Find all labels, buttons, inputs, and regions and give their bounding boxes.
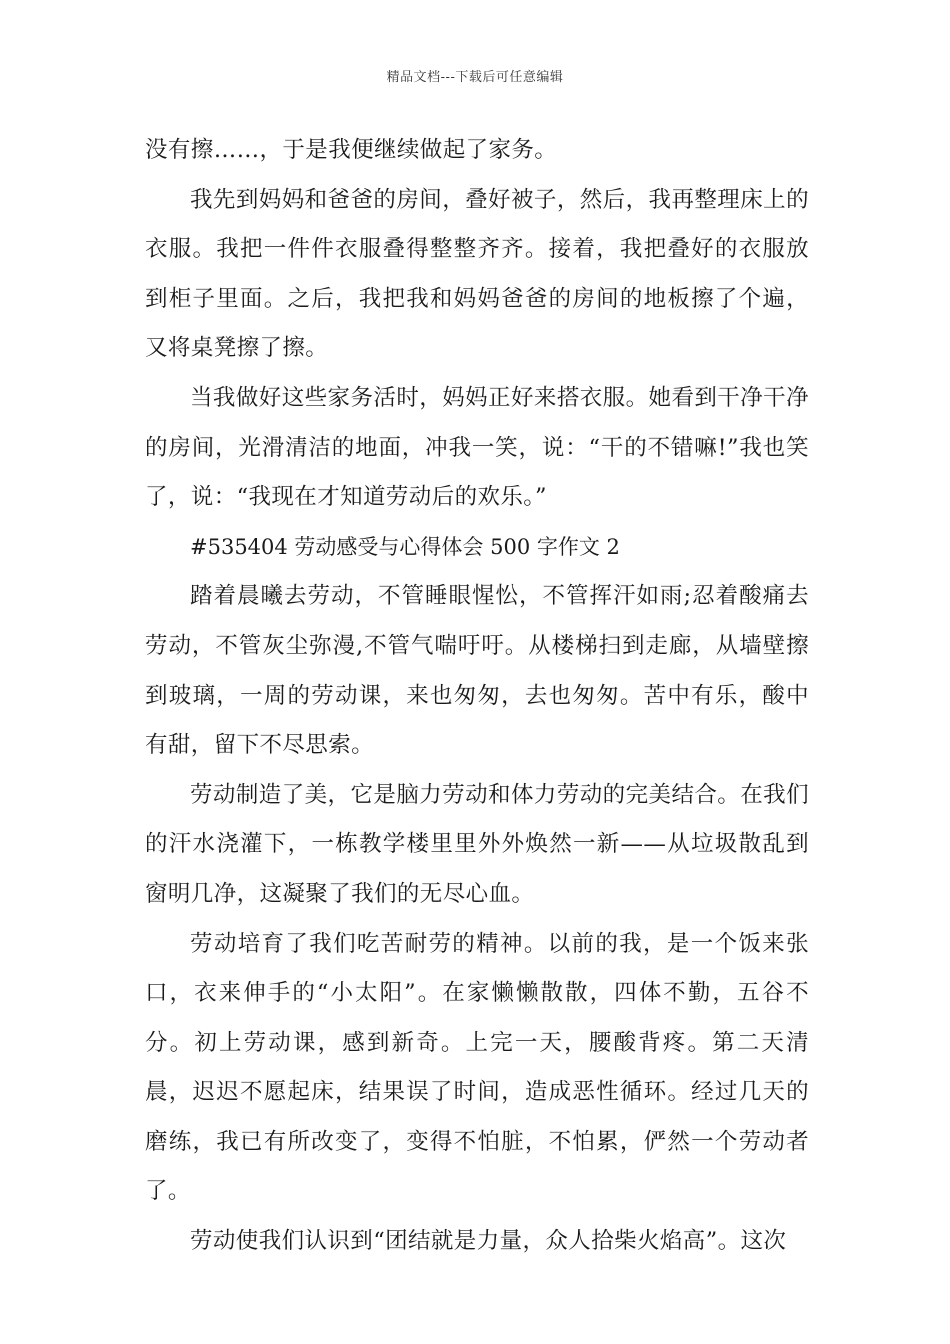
page-header: 精品文档---下载后可任意编辑 <box>386 70 564 85</box>
paragraph: 劳动制造了美，它是脑力劳动和体力劳动的完美结合。在我们的汗水浇灌下，一栋教学楼里里外外焕然一新——从垃圾散乱到窗明几净，这凝聚了我们的无尽心血。 <box>145 781 809 907</box>
paragraph: 劳动使我们认识到“团结就是力量，众人拾柴火焰高”。这次 <box>190 1228 787 1255</box>
essay-title: #535404 劳动感受与心得体会 500 字作文 2 <box>190 534 620 559</box>
document-body <box>145 126 809 1267</box>
paragraph: 当我做好这些家务活时，妈妈正好来搭衣服。她看到干净干净的房间，光滑清洁的地面，冲我一笑，说：“干的不错嘛!”我也笑了，说：“我现在才知道劳动后的欢乐。” <box>145 384 809 511</box>
paragraph: 劳动培育了我们吃苦耐劳的精神。以前的我，是一个饭来张口，衣来伸手的“小太阳”。在家懒懒散散，四体不勤，五谷不分。初上劳动课，感到新奇。上完一天，腰酸背疼。第二天清晨，迟迟不愿起床，结果误了时间，造成恶性循环。经过几天的磨练，我已有所改变了，变得不怕脏，不怕累，俨然一个劳动者了。 <box>145 930 809 1205</box>
paragraph: 踏着晨曦去劳动，不管睡眼惺忪，不管挥汗如雨;忍着酸痛去劳动，不管灰尘弥漫,不管气喘吁吁。从楼梯扫到走廊，从墙壁擦到玻璃，一周的劳动课，来也匆匆，去也匆匆。苦中有乐，酸中有甜，留下不尽思索。 <box>145 583 809 759</box>
paragraph-continuation: 没有擦……，于是我便继续做起了家务。 <box>145 137 558 163</box>
paragraph: 我先到妈妈和爸爸的房间，叠好被子，然后，我再整理床上的衣服。我把一件件衣服叠得整整齐齐。接着，我把叠好的衣服放到柜子里面。之后，我把我和妈妈爸爸的房间的地板擦了个遍，又将桌凳擦了擦。 <box>145 186 809 362</box>
